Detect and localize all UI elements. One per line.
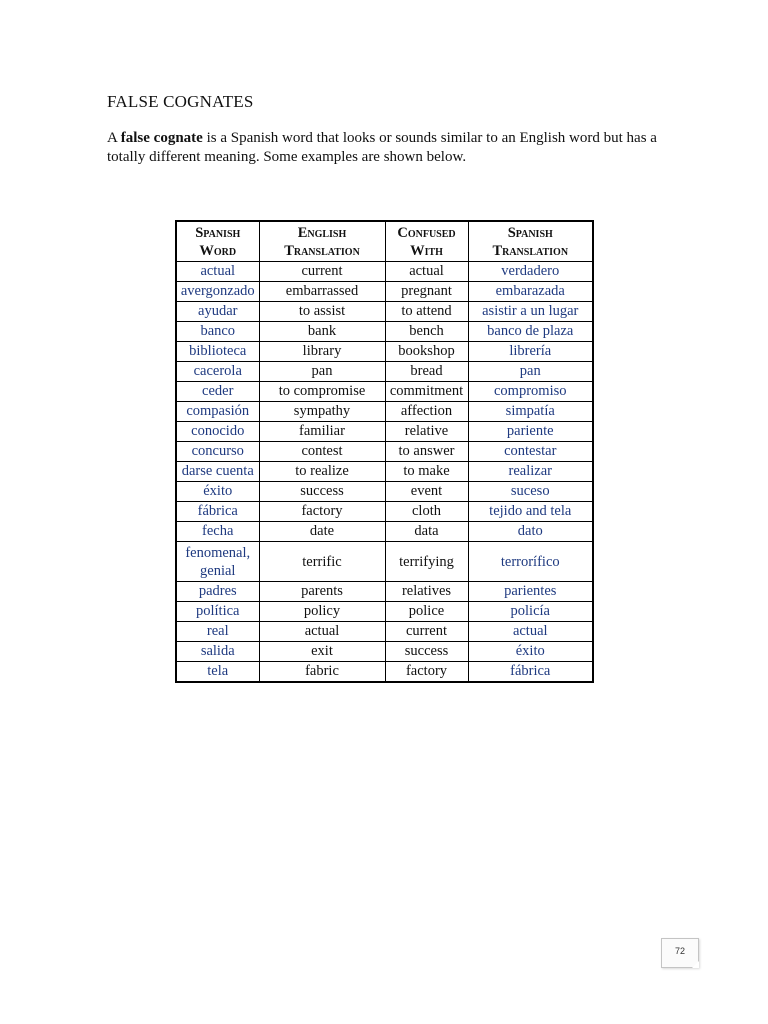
spanish-translation-cell: asistir a un lugar: [468, 302, 593, 322]
spanish-translation-cell: embarazada: [468, 282, 593, 302]
spanish-translation-cell: verdadero: [468, 262, 593, 282]
header-spanish-translation: Spanish Translation: [468, 221, 593, 262]
confused-with-cell: to make: [385, 462, 468, 482]
confused-with-cell: police: [385, 602, 468, 622]
table-row: [176, 422, 593, 442]
spanish-word-cell: avergonzado: [176, 282, 259, 302]
header-confused-with: Confused With: [385, 221, 468, 262]
spanish-word-cell: compasión: [176, 402, 259, 422]
confused-with-cell: pregnant: [385, 282, 468, 302]
spanish-translation-cell: banco de plaza: [468, 322, 593, 342]
page-number: 72: [674, 946, 685, 956]
spanish-word-cell: éxito: [176, 482, 259, 502]
spanish-word-cell: tela: [176, 662, 259, 683]
confused-with-cell: success: [385, 642, 468, 662]
spanish-translation-cell: librería: [468, 342, 593, 362]
confused-with-cell: current: [385, 622, 468, 642]
intro-prefix: A: [107, 130, 121, 146]
confused-with-cell: affection: [385, 402, 468, 422]
table-row: [176, 362, 593, 382]
spanish-translation-cell: fábrica: [468, 662, 593, 683]
table-row: [176, 322, 593, 342]
english-translation-cell: current: [259, 262, 385, 282]
table-row: [176, 642, 593, 662]
table-row: [176, 382, 593, 402]
spanish-translation-cell: compromiso: [468, 382, 593, 402]
confused-with-cell: factory: [385, 662, 468, 683]
page-number-box: [661, 938, 699, 968]
spanish-translation-cell: éxito: [468, 642, 593, 662]
confused-with-cell: bread: [385, 362, 468, 382]
table-header-row: [176, 221, 593, 262]
spanish-word-cell: salida: [176, 642, 259, 662]
spanish-word-cell: fecha: [176, 522, 259, 542]
spanish-translation-cell: suceso: [468, 482, 593, 502]
confused-with-cell: event: [385, 482, 468, 502]
spanish-word-cell: darse cuenta: [176, 462, 259, 482]
spanish-translation-cell: tejido and tela: [468, 502, 593, 522]
english-translation-cell: date: [259, 522, 385, 542]
spanish-translation-cell: realizar: [468, 462, 593, 482]
english-translation-cell: fabric: [259, 662, 385, 683]
page-title: FALSE COGNATES: [107, 92, 254, 111]
spanish-translation-cell: dato: [468, 522, 593, 542]
intro-term: false cognate: [120, 130, 203, 146]
confused-with-cell: cloth: [385, 502, 468, 522]
spanish-word-cell: cacerola: [176, 362, 259, 382]
header-english-translation: English Translation: [259, 221, 385, 262]
english-translation-cell: sympathy: [259, 402, 385, 422]
spanish-word-cell: política: [176, 602, 259, 622]
spanish-translation-cell: pariente: [468, 422, 593, 442]
confused-with-cell: to attend: [385, 302, 468, 322]
spanish-word-cell: padres: [176, 582, 259, 602]
english-translation-cell: pan: [259, 362, 385, 382]
confused-with-cell: data: [385, 522, 468, 542]
table-row: [176, 342, 593, 362]
english-translation-cell: parents: [259, 582, 385, 602]
english-translation-cell: bank: [259, 322, 385, 342]
spanish-translation-cell: simpatía: [468, 402, 593, 422]
english-translation-cell: success: [259, 482, 385, 502]
table-row: [176, 462, 593, 482]
table-row: [176, 442, 593, 462]
spanish-word-cell: biblioteca: [176, 342, 259, 362]
spanish-translation-cell: policía: [468, 602, 593, 622]
table-row: [176, 262, 593, 282]
english-translation-cell: embarrassed: [259, 282, 385, 302]
spanish-word-cell: ayudar: [176, 302, 259, 322]
spanish-word-cell: actual: [176, 262, 259, 282]
spanish-translation-cell: actual: [468, 622, 593, 642]
table-row: [176, 622, 593, 642]
confused-with-cell: bench: [385, 322, 468, 342]
false-cognates-table: [175, 220, 594, 683]
english-translation-cell: exit: [259, 642, 385, 662]
table-row: [176, 502, 593, 522]
confused-with-cell: to answer: [385, 442, 468, 462]
spanish-word-cell: banco: [176, 322, 259, 342]
english-translation-cell: library: [259, 342, 385, 362]
intro-paragraph: [107, 129, 687, 167]
spanish-word-cell: fenomenal, genial: [176, 542, 259, 582]
spanish-translation-cell: contestar: [468, 442, 593, 462]
english-translation-cell: actual: [259, 622, 385, 642]
confused-with-cell: actual: [385, 262, 468, 282]
table-body: [176, 262, 593, 683]
english-translation-cell: policy: [259, 602, 385, 622]
intro-rest: is a Spanish word that looks or sounds similar to an English word but has a totally different meaning. Some examples are shown below.: [107, 130, 657, 165]
english-translation-cell: to assist: [259, 302, 385, 322]
confused-with-cell: bookshop: [385, 342, 468, 362]
table-row: [176, 542, 593, 582]
english-translation-cell: terrific: [259, 542, 385, 582]
english-translation-cell: to compromise: [259, 382, 385, 402]
confused-with-cell: terrifying: [385, 542, 468, 582]
header-spanish-word: Spanish Word: [176, 221, 259, 262]
english-translation-cell: contest: [259, 442, 385, 462]
confused-with-cell: relatives: [385, 582, 468, 602]
table-row: [176, 602, 593, 622]
table-row: [176, 282, 593, 302]
spanish-word-cell: ceder: [176, 382, 259, 402]
table-row: [176, 582, 593, 602]
spanish-translation-cell: parientes: [468, 582, 593, 602]
table-row: [176, 302, 593, 322]
spanish-translation-cell: terrorífico: [468, 542, 593, 582]
spanish-word-cell: conocido: [176, 422, 259, 442]
english-translation-cell: factory: [259, 502, 385, 522]
english-translation-cell: familiar: [259, 422, 385, 442]
table-row: [176, 662, 593, 683]
english-translation-cell: to realize: [259, 462, 385, 482]
spanish-word-cell: concurso: [176, 442, 259, 462]
table-row: [176, 402, 593, 422]
table-row: [176, 522, 593, 542]
confused-with-cell: relative: [385, 422, 468, 442]
spanish-translation-cell: pan: [468, 362, 593, 382]
spanish-word-cell: fábrica: [176, 502, 259, 522]
spanish-word-cell: real: [176, 622, 259, 642]
confused-with-cell: commitment: [385, 382, 468, 402]
table-row: [176, 482, 593, 502]
